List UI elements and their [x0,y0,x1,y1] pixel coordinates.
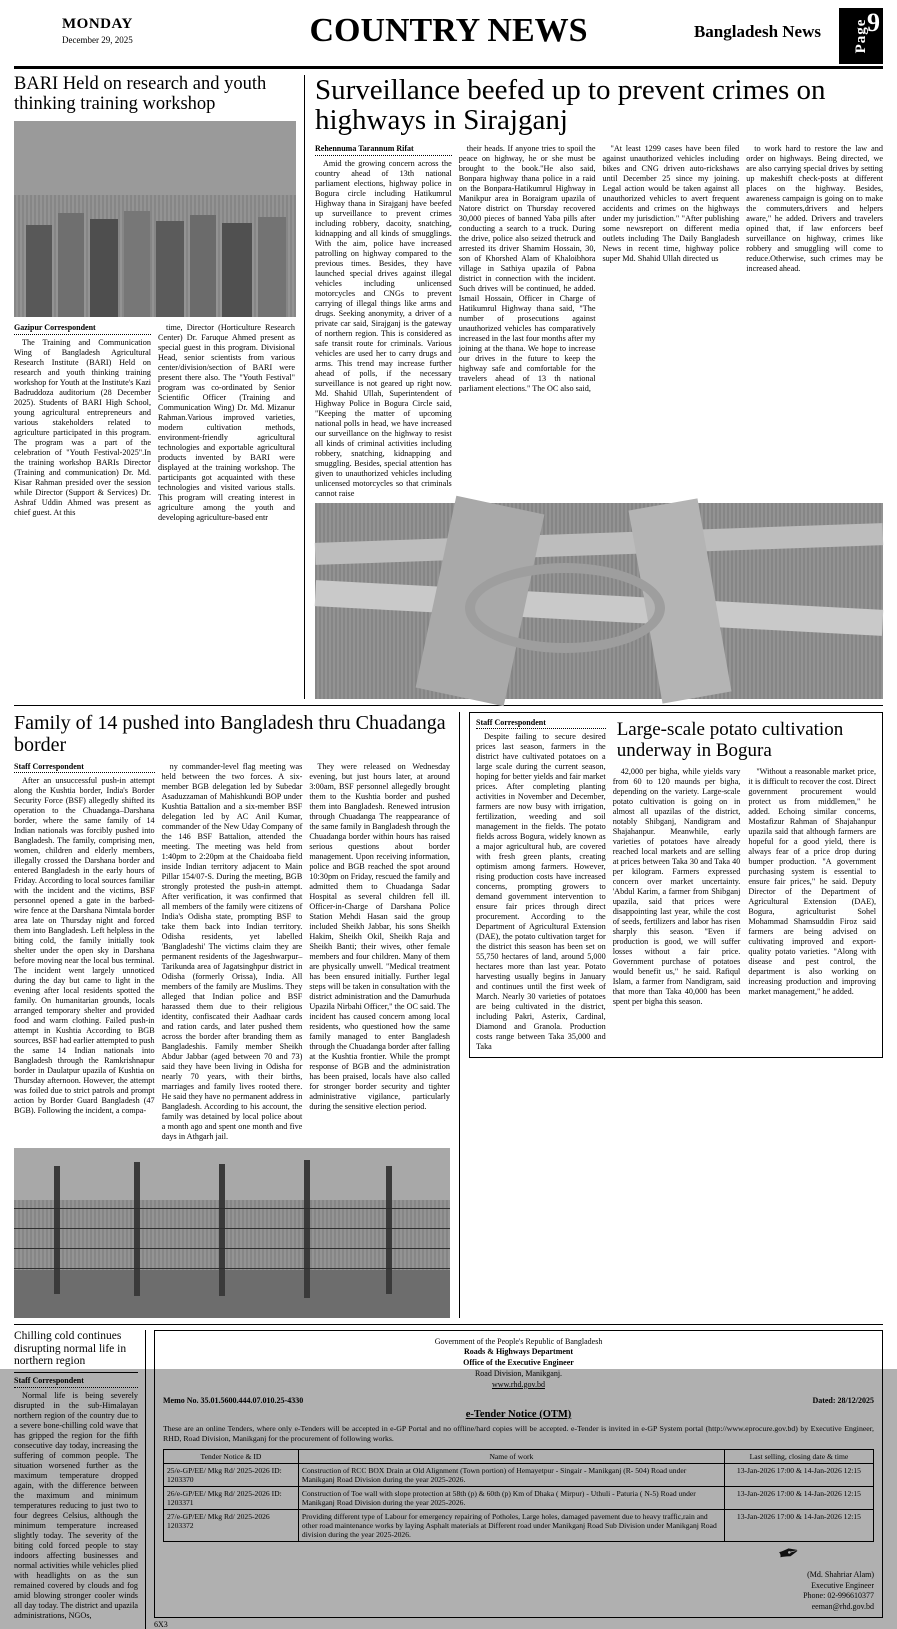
sig-name: (Md. Shahriar Alam) [807,1569,874,1579]
tender-paragraph: These are an online Tenders, where only e-Tenders will be accepted in e-GP Portal and no offline/hard copies will be accepted. e-Tender is invited in e-GP System portal (http://www.eprocure.gov.bd) by Executive Engineer, RHD, Road Division, Manikganj for the procurement of following works. [163,1423,874,1443]
tender-gov-header [163,1337,874,1391]
surveillance-article [305,75,883,699]
chilling-headline: Chilling cold continues disrupting normal life in northern region [14,1329,127,1368]
cell-work: Construction of Toe wall with slope protection at 58th (p) & 60th (p) Km of Dhaka ( Mirpur) - Uthuli - Paturia ( N-5) Road under Manikganj Road Division during the year 2025-2026. [298,1486,724,1509]
cell-dates: 13-Jan-2026 17:00 & 14-Jan-2026 12:15 [724,1509,873,1541]
cell-dates: 13-Jan-2026 17:00 & 14-Jan-2026 12:15 [724,1486,873,1509]
family-columns [14,762,450,1142]
family-col-2 [162,762,303,1142]
cell-work: Construction of RCC BOX Drain at Old Alignment (Town portion) of Hemayetpur - Singair - Manikganj (R- 504) Road under Manikganj Road Division during the year 2025-2026. [298,1463,724,1486]
sig-phone: Phone: 02-996610377 [803,1591,874,1601]
masthead-day: MONDAY [62,16,133,32]
signature-icon: ✒ [775,1536,804,1571]
gov-line-1: Government of the People's Republic of Bangladesh [434,1336,603,1346]
tender-date: Dated: 28/12/2025 [812,1395,874,1405]
top-section [14,75,883,699]
table-header-row [164,1449,874,1463]
ad-size-code: 6X3 [154,1620,168,1629]
bari-body-2: time, Director (Horticulture Research Center) Dr. Faruque Ahmed present as special guest in this program. Divisional Head, senior scientists from various center/division/section of BARI were present there also. The "Youth Festival" program was co-ordinated by Senior Scientific Officer (Training and Communication Wing) Dr. Md. Mizanur Rahman.Various improved varieties, modern cultivation methods, environment-friendly agricultural technologies and exportable agricultural products invented by BARI were displayed at the training workshop. The participants got acquainted with these technologies and visited various stalls. This program will creating interest in agriculture among the youth and developing agriculture-based entr [158,322,295,522]
surveillance-byline: Rehennuma Tarannum Rifat [315,144,452,156]
table-row [164,1509,874,1541]
potato-text-2: 42,000 per bigha, while yields vary from 60 to 120 maunds per bigha, depending on the variety. Large-scale potato cultivation is going on in almost all upazilas of the district, notably Shibganj, Nandigram and Shajahanpur. Meanwhile, early varieties of potatoes have already reached local markets and are selling at prices between Taka 30 and Taka 40 per kilogram. Farmers expressed concern over market uncertainty. 'Abdul Karim, a farmer from Shibganj upazila, said that prices were disappointing last year, while the cost of seeds, fertilizers and labor has risen sharply this season. "Even if production is good, we will suffer losses without a fair price. Government purchase of potatoes would benefit us," he said. Rafiqul Islam, a farmer from Nandigram, said that more than Taka 40,000 has been spent per bigha this season. [612,767,741,1007]
surveillance-text-4: to work hard to restore the law and order on highways. Being directed, we are also carrying special drives by setting up makeshift check-posts at different places on the highway. Besides, awareness campaign is going on to make the commuters,drivers and helpers aware," he added. Drivers and travelers opined that, if law enforcers beef surveillance on highway, crimes like robbery and smuggling will come to reduce.Otherwise, such crimes may be increased ahead. [746,143,883,273]
middle-section [14,705,883,1318]
col-header-work: Name of work [298,1449,724,1463]
cell-notice: 26/e-GP/EE/ Mkg Rd/ 2025-2026 ID: 1203371 [164,1486,299,1509]
tender-notice-ad [146,1330,883,1629]
surveillance-text-3: "At least 1299 cases have been filed against unauthorized vehicles including bikes and CNG driven auto-rickshaws until December 25 since my joining. Legal action would be taken against all unauthorized vehicles to avert frequent accidents and crimes on the highways under my jurisdiction." "After publishing some newsreport on different media outlets including The Daily Bangladesh News in recent time, highway police super Md. Shahid Ullah directed us [602,143,740,263]
surveillance-text-2: their heads. If anyone tries to spoil the peace on highway, he or she must be brought to the book."He also said, Bonpara highway thana police in a raid on the Bonpara-Hatikumrul Highway in Manikpur area in Boraigram upazila of Natore district on Thursday recovered 30,000 pieces of banned Yaba pills after conducting a search to a truck. During the drive, police also seized thetruck and arrested its driver Shamim Hossain, 30, son of Khorshed Alam of Khaloibhora village in Sathiya upazila of Pabna district in connection with the incident. Such drives will be continued, he added. Ismail Hossain, Officer in Charge of Hatikumrul Highway thana said, "The number of prosecutions against unauthorized vehicles has comparatively increased in the last four months after my joining at the thana. We hope to increase our drives in the future to keep the highway safe and comfortable for the travelers ahead of 13 th national parliament elections." The OC also said, [458,143,596,393]
surveillance-col-2 [459,144,596,499]
bari-byline: Gazipur Correspondent [14,323,151,335]
tender-website[interactable]: www.rhd.gov.bd [492,1379,545,1389]
bottom-section [14,1324,883,1629]
sig-title: Executive Engineer [811,1580,874,1590]
bari-headline: BARI Held on research and youth thinking training workshop [14,74,267,114]
page-number-tab [839,8,883,64]
chilling-cold-article [14,1330,146,1629]
bari-article [14,75,305,699]
surveillance-col-3 [603,144,740,499]
potato-article [460,712,883,1318]
surveillance-col-1 [315,144,452,499]
col-header-dates: Last selling, closing date & time [724,1449,873,1463]
highway-photo [315,503,883,699]
gov-line-3: Office of the Executive Engineer [463,1358,574,1368]
cell-work: Providing different type of Labour for emergency repairing of Potholes, Large holes, damaged pavement due to heavy traffic,rain and other road maintenance works by laying Asphalt materials at Different road under Manikganj Road Sub Division under Manikganj Road division during the year 2025-2026. [298,1509,724,1541]
border-fence-photo [14,1148,450,1318]
masthead-date: December 29, 2025 [62,35,133,45]
tender-memo-no: Memo No. 35.01.5600.444.07.010.25-4330 [163,1395,304,1405]
family-text-2: ny commander-level flag meeting was held between the two forces. A six-member BGB delegation led by Subedar Asaduzzaman of Mahishkundi BOP under Kushtia Battalion and a six-member BSF delegation led by AC Anil Kumar, commander of the New Uday Company of the 146 BSF Battalion, attended the meeting. The meeting was held from 1:40pm to 2:20pm at the Chaidoaba field inside Indian territory adjacent to Main Pillar 154/07-S. During the meeting, BGB strongly protested the push-in attempt. After verification, it was confirmed that all members of the family were citizens of India's Odisha state, prompting BSF to take them back into Indian territory. Odisha residents, yet labelled 'Bangladeshi' The victims claim they are permanent residents of the Jageshwarpur–Tarikunda area of Jagatsinghpur district in Odisha (formerly Orissa), India. All members of the family are Muslims. They alleged that Indian police and BSF harassed them due to their religious identity, confiscated their Aadhaar cards and ration cards, and later pushed them across the border after branding them as Bangladeshis. Family member Sheikh Abdur Jabbar (aged between 70 and 73) said they have been living in Odisha for nearly 70 years, with their births, marriages and family lives rooted there. He said they have no permanent address in Bangladesh. According to his account, the family was detained by local police about a month ago and spent one month and five days in Athgarh jail. [161,761,303,1141]
family-headline: Family of 14 pushed into Bangladesh thru Chuadanga border [14,711,446,756]
table-row [164,1463,874,1486]
family-text-3: They were released on Wednesday evening, but just hours later, at around 3:00am, BSF personnel allegedly brought them to the Kushtia border and pushed them into Bangladesh. Renewed intrusion through Chuadanga The reappearance of the same family in Bangladesh through the Chuadanga border within hours has raised serious questions about border management. Upon receiving information, police and BGB reached the spot around 10:30pm on Friday, rescued the family and admitted them to Chuadanga Sadar Hospital as several children fell ill. Officer-in-Charge of Darshana Police Station Mehdi Hasan said the group included Sheikh Jabbar, his sons Sheikh Hakim, Sheikh Okil, Sheikh Raja and Sheikh Banti; their wives, other female members and four children. Many of them are physically unwell. "Medical treatment has been ensured initially. Further legal steps will be taken in consultation with the district administration and the Damurhuda Upazila Nirbahi Officer," the OC said. The incident has caused concern among local residents, who questioned how the same family managed to enter Bangladesh through the Chuadanga border after falling at the Kushtia frontier. While the prompt response of BGB and the administration has been praised, locals have also called for stronger border security and tighter administrative vigilance, particularly during the sensitive election period. [309,761,450,1111]
surveillance-text-1: Amid the growing concern across the country ahead of 13th national parliament elections, highway police in Bogura circle including Hatikumrul Highway thana in Sirajganj have beefed up surveillance to prevent crimes including robbery, dacoity, snatching, kidnapping and all kinds of smugglings. With the aim, police have increased patrolling on highway compared to the previous times. Besides, they have launched special drives against illegal vehicles including unlicensed motorcycles and CNGs to prevent carrying of illegal things like arms and drugs. Seeking anonymity, a driver of a private car said, Sirajganj is the gateway of northern region. This is considered as safe transit route for criminals. Various vehicles are used her to carry drugs and arms. This trend may increase further ahead of polls, if the necessary surveillance is not geared up right now. Md. Shahid Ullah, Superintendent of Highway Police in Bogura Circle said, "Keeping the matter of upcoming national polls in head, we have increased our surveillance on the highway to resist all kinds of criminal activities including robbery, snatching, kidnapping and smuggling. Besides, special attention has given to unauthorized vehicles including unlicensed motorcycles so that criminals cannot raise [315,158,452,498]
family-col-3 [309,762,450,1142]
family-byline: Staff Correspondent [14,762,155,774]
cell-dates: 13-Jan-2026 17:00 & 14-Jan-2026 12:15 [724,1463,873,1486]
cell-notice: 27/e-GP/EE/ Mkg Rd/ 2025-2026 1203372 [164,1509,299,1541]
gov-line-2: Roads & Highways Department [463,1347,574,1357]
chilling-byline: Staff Correspondent [14,1376,138,1388]
potato-text-1: Despite failing to secure desired prices last season, farmers in the district have cultivated potatoes on a large scale during the current season, hoping for better yields and fair market prices. After completing planting activities in November and December, farmers are now busy with irrigation, fertilization, weeding and soil management in the fields. The potato fields across Bogura, widely known as a major agricultural hub, are covered with fresh green plants, creating optimism among farmers. However, rising production costs have increased concerns, prompting growers to demand government intervention to ensure fair prices through direct procurement. According to the Department of Agricultural Extension (DAE), the potato cultivation target for the district this season has been set on 55,750 hectares of land, around 5,000 hectares more than last year. Potato harvesting usually begins in January and continues until the first week of March. Nearly 30 varieties of potatoes are being cultivated in the district, including Pakri, Asterix, Cardinal, Diamond and Granola. Production costs range between Taka 35,000 and Taka [476,731,606,1051]
gov-line-4: Road Division, Manikganj. [474,1369,563,1379]
col-header-notice: Tender Notice & ID [164,1449,299,1463]
bari-body-1: The Training and Communication Wing of Bangladesh Agricultural Research Institute (BARI) Held on research and youth thinking training workshop for Youth at the Institute's Kazi Badruddoza auditorium (28 December 2025). Students of BARI High School, young agricultural entrepreneurs and various stakeholders related to agriculture participated in this program. The program was a part of the celebration of "Youth Festival-2025".In the training workshop BARIs Director (Training and communication) Dr. Md. Kisar Rahman presided over the session while Director (Support & Services) Dr. Ashraf Uddin Ahmed was present as chief guest. At this [14,337,151,517]
surveillance-columns [315,144,883,499]
tender-table [163,1449,874,1542]
table-row [164,1486,874,1509]
chilling-text: Normal life is being severely disrupted in the sub-Himalayan northern region of the country due to a severe bone-chilling cold wave that has gripped the region for the fifth consecutive day today, increasing the suffering of common people. The situation worsened further as the maximum temperature dropped again, with the difference between the maximum and minimum temperatures reducing to just two to four degrees Celsius, although the minimum temperature increased slightly today. The severity of the biting cold forced people to stay indoors affecting businesses and normal activities while vehicles plied with headlights on as the sun remained covered by clouds and fog amid blowing stronger cooler winds all day today. The district and upazila administrations, NGOs, [14,1391,138,1620]
surveillance-headline: Surveillance beefed up to prevent crimes on highways in Sirajganj [315,74,826,137]
page-tab-label: Page [853,18,869,54]
cell-notice: 25/e-GP/EE/ Mkg Rd/ 2025-2026 ID: 1203370 [164,1463,299,1486]
surveillance-col-4 [746,144,883,499]
family-text-1: After an unsuccessful push-in attempt along the Kushtia border, India's Border Security Force (BSF) allegedly shifted its operation to the Chuadanga–Darshana border, where the same family of 14 Indian nationals was forcibly pushed into Bangladesh. The family, comprising men, women, children and elderly members, illegally crossed the Darshana border and entered Bangladesh in the early hours of Friday. According to local sources familiar with the incident and the victims, BSF personnel opened a gate in the barbed-wire fence at the Darshana Nimtala border area late on Thursday night and forced them into Bangladesh. Left helpless in the biting cold, the family initially took shelter under the open sky in Darshana before moving near the local bus terminal. The incident went largely unnoticed during the day but came to light in the evening after local residents spotted the family. On humanitarian grounds, locals arranged temporary shelter and provided food and warm clothing. Failed push-in attempt in Kushtia According to BGB sources, BSF had earlier attempted to push the same 14 Indian nationals into Bangladesh through the Ramkrishnapur border in Daulatpur upazila of Kushtia on Thursday afternoon. However, the attempt was foiled due to strict patrols and prompt action by Border Guard Bangladesh (47 BGB). Following the incident, a compa- [14,776,155,1116]
family-col-1 [14,762,155,1142]
potato-text-3: "Without a reasonable market price, it is difficult to recover the cost. Direct government procurement would protect us from middlemen," he added. Echoing similar concerns, Mostafizur Rahman of Shajahanpur upazila said that although farmers are hopeful for a good yield, there is always fear of a price drop during bumper production. "A government purchasing system is essential to ensure fair prices," he said. Deputy Director of the Department of Agricultural Extension (DAE), Bogura, agriculturist Sohel Mohammad Shamsuddin Firoz said farmers are being advised on cultivating improved and export-quality potato varieties. "Along with disease and pest control, the department is also working on increasing production and improving market management," he added. [748,767,876,997]
masthead-paper-name: Bangladesh News [693,22,821,41]
page-number: 9 [867,8,880,37]
potato-byline: Staff Correspondent [476,718,606,729]
masthead-title: COUNTRY NEWS [309,12,588,49]
tender-title: e-Tender Notice (OTM) [465,1408,572,1420]
masthead [14,10,883,69]
bari-photo [14,121,296,317]
tender-signature-block [163,1536,874,1613]
potato-box [469,712,883,1058]
family-article [14,712,460,1318]
sig-email: eeman@rhd.gov.bd [811,1602,874,1612]
potato-headline: Large-scale potato cultivation underway in Bogura [616,718,844,761]
